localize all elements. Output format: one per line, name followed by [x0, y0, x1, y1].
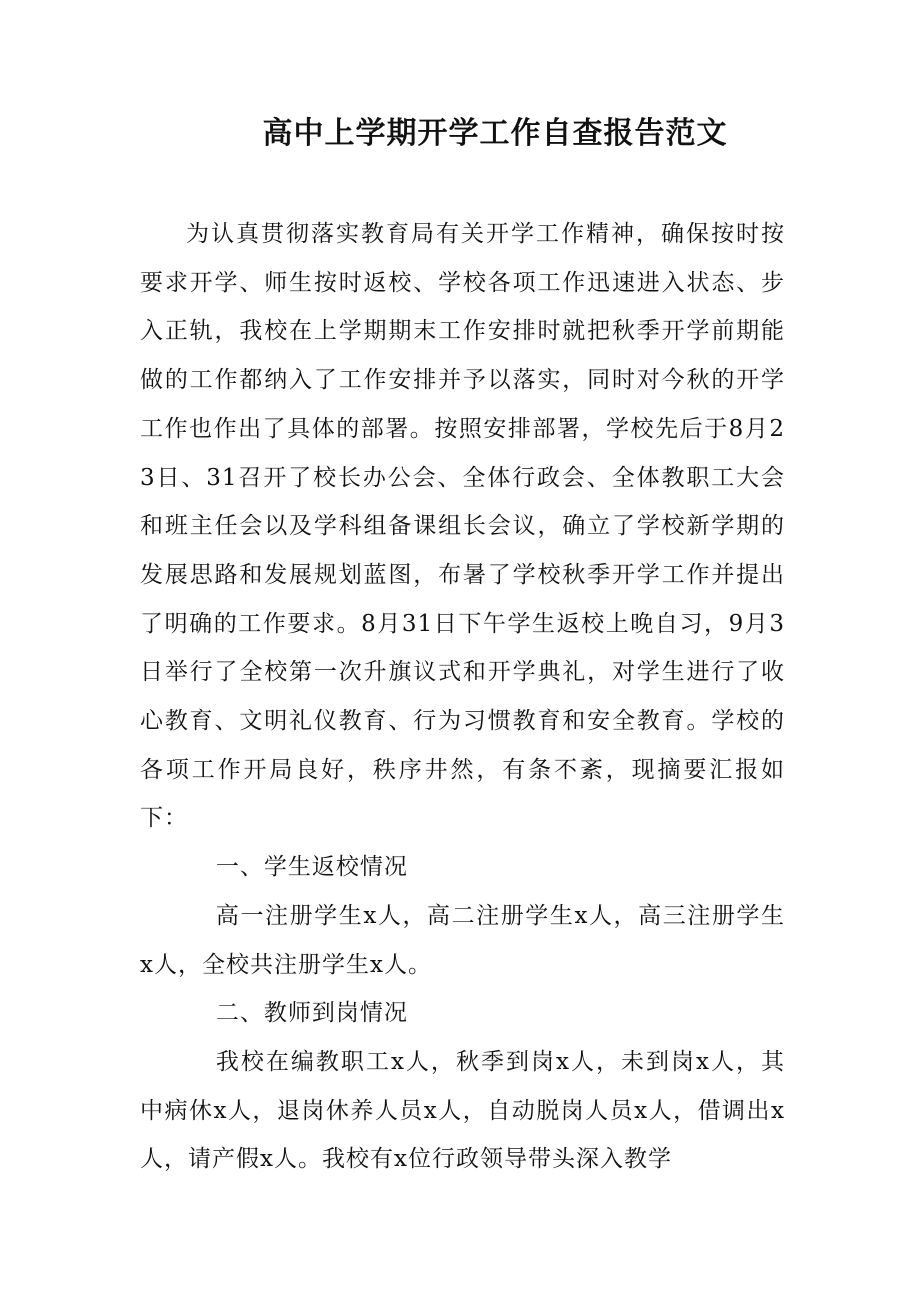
student-registration-paragraph: 高一注册学生x人，高二注册学生x人，高三注册学生x人，全校共注册学生x人。	[140, 902, 785, 978]
section-heading-student-return: 一、学生返校情况	[215, 854, 408, 881]
intro-paragraph: 为认真贯彻落实教育局有关开学工作精神，确保按时按要求开学、师生按时返校、学校各项工作迅速进入状态、步入正轨，我校在上学期期末工作安排时就把秋季开学前期能做的工作都纳入了工作安排并予以落实，同时对今秋的开学工作也作出了具体的部署。按照安排部署，学校先后于8月23日、31召开了校长办公会、全体行政会、全体教职工大会和班主任会以及学科组备课组长会议，确立了学校新学期的发展思路和发展规划蓝图，布暑了学校秋季开学工作并提出了明确的工作要求。8月31日下午学生返校上晚自习，9月3日举行了全校第一次升旗议式和开学典礼，对学生进行了收心教育、文明礼仪教育、行为习惯教育和安全教育。学校的各项工作开局良好，秩序井然，有条不紊，现摘要汇报如下：	[140, 221, 785, 832]
document-title: 高中上学期开学工作自查报告范文	[262, 116, 728, 151]
teacher-attendance-paragraph: 我校在编教职工x人，秋季到岗x人，未到岗x人，其中病休x人，退岗休养人员x人，自动脱岗人员x人，借调出x人，请产假x人。我校有x位行政领导带头深入教学	[140, 1048, 785, 1173]
document-body	[140, 210, 785, 1184]
section-heading-teacher-attendance: 二、教师到岗情况	[215, 1000, 408, 1027]
